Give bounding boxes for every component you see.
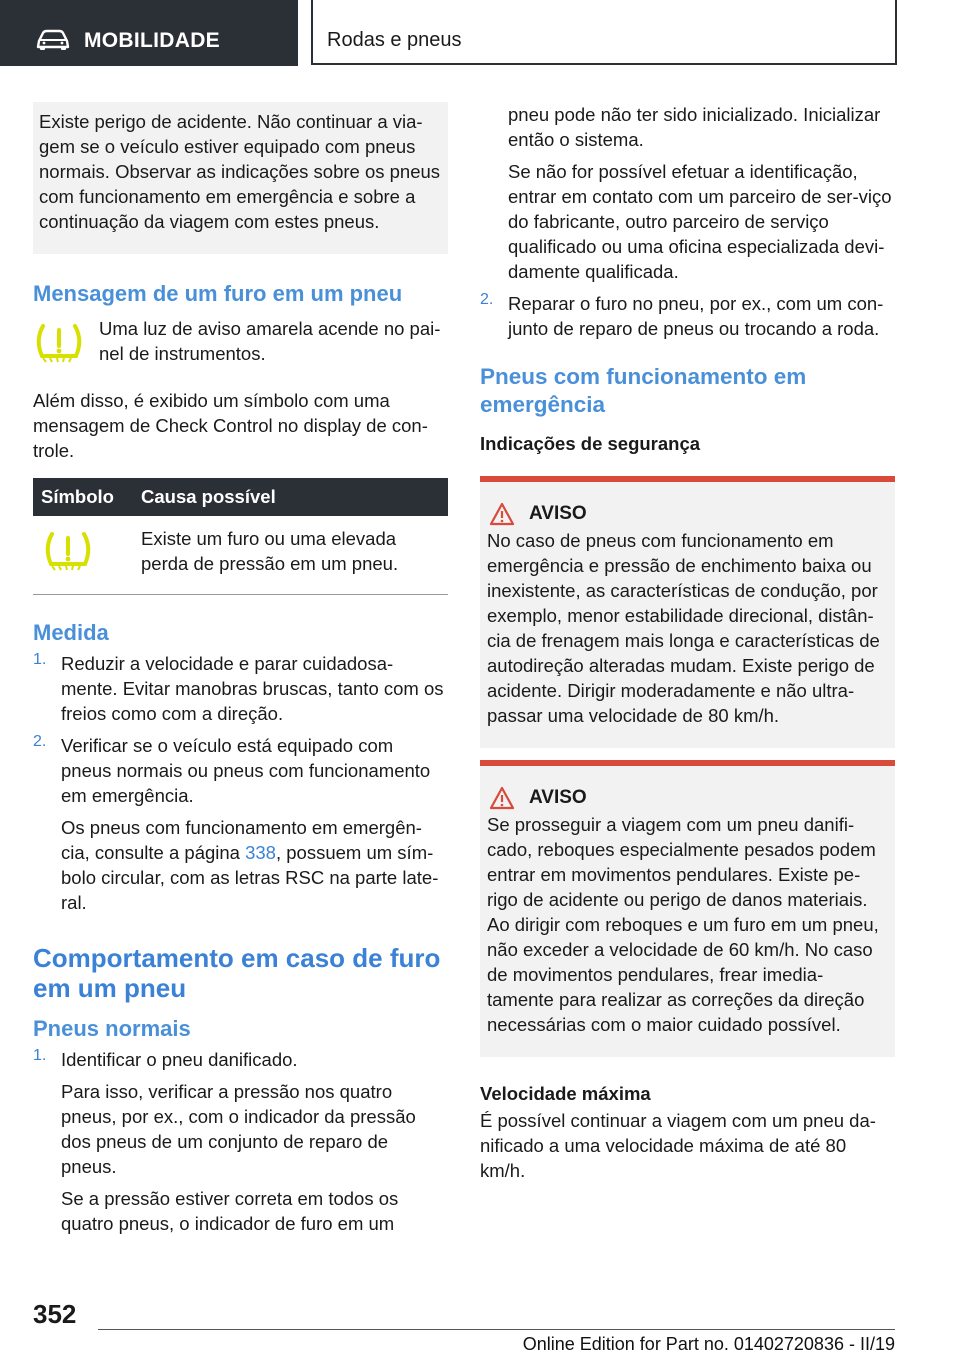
list-number: 2. [33,733,47,750]
safety-heading: Indicações de segurança [480,433,701,454]
flat-tire-behavior-heading: Comportamento em caso de furo em um pneu [33,943,441,1003]
list-item-subtext [61,815,448,915]
footer-divider [98,1329,895,1330]
tire-pressure-warning-icon [41,528,95,572]
warning-box [480,476,895,748]
section-tab [0,0,298,66]
tire-pressure-warning-icon [33,320,85,364]
list-item [33,733,448,915]
normal-tires-heading: Pneus normais [33,1016,191,1041]
warning-title [487,786,888,810]
warning-light-row [33,316,448,376]
symbol-cell [33,516,133,595]
chapter-tab [311,0,897,65]
symbol-table-header [33,478,448,516]
max-speed-heading: Velocidade máxima [480,1083,651,1104]
warning-title-text: AVISO [529,787,587,808]
warning-title [487,502,888,526]
page-header [0,0,960,66]
list-item-subtext: pneu pode não ter sido inicializado. Inicializar então o sistema. [508,104,881,150]
cause-column-header: Causa possível [133,478,448,516]
page-number: 352 [33,1299,77,1329]
subtext-part: , possuem um sím-bolo circular, com as letras RSC na parte late-ral. [61,842,439,913]
warning-continuation-text: Existe perigo de acidente. Não continuar a via-gem se o veículo estiver equipado com pneus normais. Observar as indicações sobre os pneus com funcionamento em emergência e sobre a continuação da viagem com estes pneus. [39,111,441,232]
section-title: MOBILIDADE [84,29,220,52]
list-item-subtext: Se não for possível efetuar a identificação, entrar em contato com um parceiro de ser-viço do fabricante, outro parceiro de serviço qualificado ou uma oficina especializada devi-damente qualificada. [508,161,892,282]
car-icon [36,29,70,51]
run-flat-heading: Pneus com funcionamento em emergência [480,364,807,417]
list-item [33,651,448,726]
list-item-text: Reparar o furo no pneu, por ex., com um con-junto de reparo de pneus ou trocando a roda. [508,293,884,339]
measure-heading: Medida [33,620,109,645]
flat-tire-message-heading: Mensagem de um furo em um pneu [33,281,403,306]
list-number: 2. [480,291,494,308]
list-item [480,291,895,341]
warning-title-text: AVISO [529,503,587,524]
max-speed-text: É possível continuar a viagem com um pneu da-nificado a uma velocidade máxima de até 80 km/h. [480,1110,876,1181]
list-item-text: Verificar se o veículo está equipado com pneus normais ou pneus com funcionamento em emergência. [61,735,431,806]
chapter-title: Rodas e pneus [327,29,462,51]
warning-text: Se prosseguir a viagem com um pneu danifi-cado, reboques especialmente pesados podem entrar em movimentos pendulares. Existe pe-rigo de acidente ou perigo de danos materiais. Ao dirigir com reboques e um furo em um pneu, não exceder a velocidade de 60 km/h. No caso de movimentos pendulares, frear imedia-tamente para realizar as correções da direção necessárias com o maior cuidado possível. [487,814,879,1035]
list-number: 1. [33,651,47,668]
list-item-subtext: Se a pressão estiver correta em todos os quatro pneus, o indicador de furo em um [61,1188,399,1234]
list-item-subtext: Para isso, verificar a pressão nos quatro pneus, por ex., com o indicador da pressão dos pneus de um conjunto de reparo de pneus. [61,1081,416,1177]
list-item-text: Identificar o pneu danificado. [61,1049,298,1070]
list-number: 1. [33,1047,47,1064]
page-link[interactable]: 338 [245,842,276,863]
warning-continuation-box [33,102,448,254]
list-item [33,1047,448,1236]
list-item-text: Reduzir a velocidade e parar cuidadosa-mente. Evitar manobras bruscas, tanto com os freios como com a direção. [61,653,444,724]
right-column [480,102,895,1183]
left-column [33,102,448,1236]
warning-light-text: Uma luz de aviso amarela acende no pai-nel de instrumentos. [99,318,441,364]
warning-triangle-icon [489,786,515,810]
symbol-column-header: Símbolo [33,478,133,516]
warning-box [480,760,895,1057]
warning-text: No caso de pneus com funcionamento em emergência e pressão de enchimento baixa ou inexistente, as características de condução, por exemplo, menor estabilidade direcional, distân-cia de frenagem mais longa e características de autodireção alteradas mudam. Existe perigo de acidente. Dirigir moderadamente e não ultra-passar uma velocidade de 80 km/h. [487,530,880,726]
cause-cell: Existe um furo ou uma elevada perda de pressão em um pneu. [141,528,399,574]
table-row [33,516,448,595]
warning-triangle-icon [489,502,515,526]
subtext-part: Os pneus com funcionamento em emergên-cia, consulte a página [61,817,422,863]
symbol-table [33,478,448,595]
edition-text: Online Edition for Part no. 01402720836 - II/19 [522,1334,895,1354]
list-item-continuation [480,102,895,284]
check-control-paragraph: Além disso, é exibido um símbolo com uma mensagem de Check Control no display de con-trole. [33,390,428,461]
